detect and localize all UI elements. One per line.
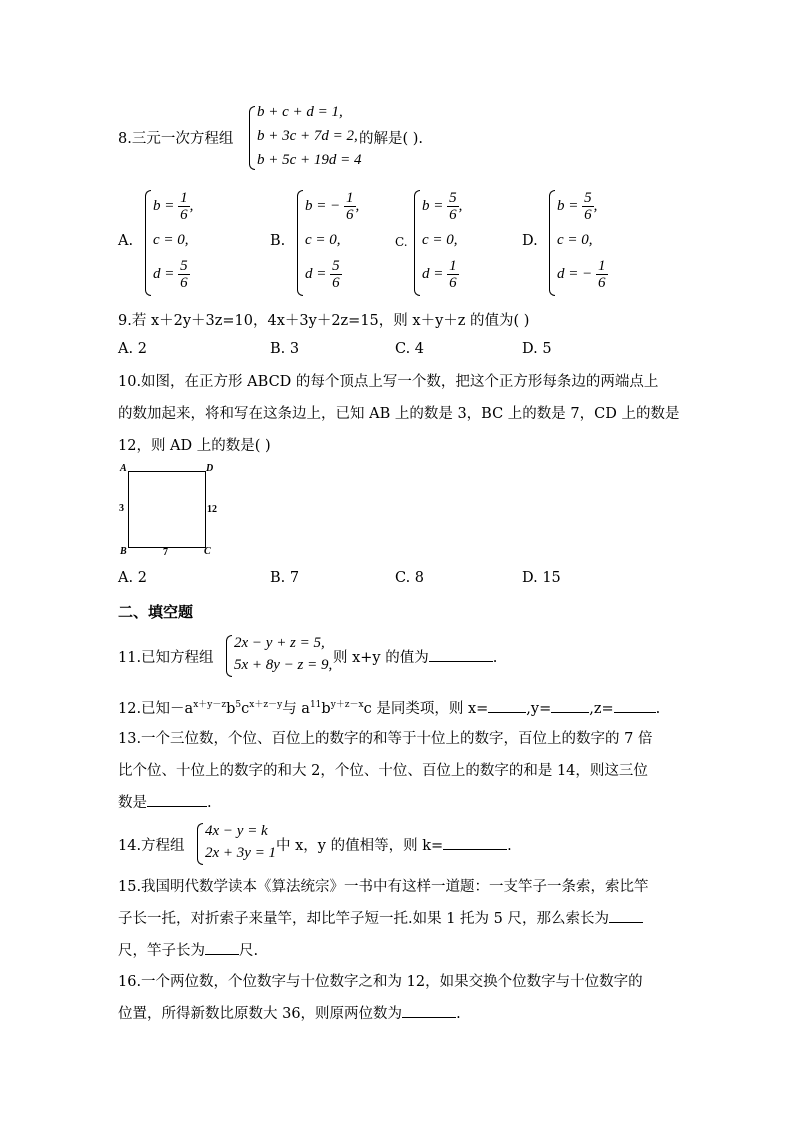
q11-prefix: 11.已知方程组: [118, 650, 214, 666]
q16-answer-blank[interactable]: [402, 1003, 456, 1018]
brace-icon: [145, 190, 151, 296]
c-value: c = 0,: [557, 232, 593, 248]
q11-suffix: 则 x+y 的值为: [333, 650, 429, 666]
square: [128, 471, 206, 548]
c-value: c = 0,: [422, 232, 458, 248]
q12-z-blank[interactable]: [614, 698, 656, 713]
q8-prefix: 8.三元一次方程组: [118, 131, 234, 147]
vertex-c: C: [204, 546, 211, 557]
d-lhs: d =: [153, 265, 175, 282]
q14-answer-blank[interactable]: [443, 835, 507, 850]
q14-suffix-line: [276, 834, 512, 855]
q12-sup: x＋y－z: [193, 700, 227, 710]
q15-line-2: [118, 907, 643, 928]
q11-system: [226, 633, 346, 679]
q8-option-b-system: b = − $\frac{1}{6}$ , c = 0, d = $\frac{5}{6}$: [297, 188, 387, 298]
option-label: C.: [395, 235, 408, 249]
q12-text: 与 a: [282, 701, 310, 717]
q14-suffix: 中 x，y 的值相等，则 k=: [276, 838, 444, 854]
c-value: c = 0,: [153, 232, 189, 248]
edge-ab-number: 3: [119, 503, 124, 514]
vertex-b: B: [120, 546, 127, 557]
b-den: 6: [449, 207, 457, 223]
option-label: D.: [522, 233, 538, 249]
d-lhs: d =: [305, 265, 327, 282]
d-den: 6: [332, 275, 340, 291]
q13-line-1: 13.一个三位数，个位、百位上的数字的和等于十位上的数字，百位上的数字的 7 倍: [118, 731, 653, 747]
q9-option-d[interactable]: D. 5: [522, 341, 552, 357]
brace-icon: [249, 106, 255, 170]
q8-eq-2: b + 3c + 7d = 2,: [257, 128, 358, 144]
section-heading: 二、填空题: [118, 603, 194, 621]
q12-sup: 11: [309, 700, 322, 710]
q16-line-2: [118, 1002, 461, 1023]
b-num: 1: [180, 190, 188, 206]
q14-prefix: 14.方程组: [118, 838, 185, 854]
b-num: 1: [346, 190, 354, 206]
d-den: 6: [449, 275, 457, 291]
q15-rope-blank[interactable]: [609, 908, 643, 923]
option-label: B.: [270, 233, 286, 249]
brace-icon: [414, 190, 420, 296]
b-lhs: b =: [557, 197, 579, 214]
q8-system: [249, 104, 369, 172]
q15-line-2-text: 子长一托，对折索子来量竿，却比竿子短一托.如果 1 托为 5 尺，那么索长为: [118, 911, 609, 927]
q11-eq-1: 2x − y + z = 5,: [234, 635, 325, 651]
q9-option-b[interactable]: B. 3: [270, 341, 300, 357]
q11-suffix-line: [333, 646, 497, 667]
q12-sup: y＋z－x: [330, 700, 364, 710]
q8-eq-1: b + c + d = 1,: [257, 104, 343, 120]
q12-text: c: [241, 701, 250, 717]
q9-option-c[interactable]: C. 4: [395, 341, 425, 357]
d-num: 5: [180, 258, 188, 274]
b-lhs: b =: [422, 197, 444, 214]
q12-text: ,z=: [589, 701, 614, 717]
brace-icon: [226, 635, 232, 677]
q10-line-2: 的数加起来，将和写在这条边上，已知 AB 上的数是 3，BC 上的数是 7，CD 上的数是: [118, 406, 680, 422]
d-lhs: d =: [422, 265, 444, 282]
brace-icon: [197, 823, 203, 865]
q8-option-d-system: b = $\frac{5}{6}$ , c = 0, d = − $\frac{1}{6}$: [549, 188, 649, 298]
q15-line-3-end: 尺.: [239, 943, 259, 959]
q12-y-blank[interactable]: [551, 698, 589, 713]
brace-icon: [297, 190, 303, 296]
q12-text: b: [321, 701, 331, 717]
q16-end: .: [456, 1006, 461, 1022]
q10-option-d[interactable]: D. 15: [522, 570, 561, 586]
q13-line-3: [118, 791, 212, 812]
q10-line-3: 12，则 AD 上的数是( ): [118, 438, 271, 454]
q12-text: ,y=: [526, 701, 552, 717]
q14-end: .: [507, 838, 512, 854]
q8-option-a-system: b = $\frac{1}{6}$ , c = 0, d = $\frac{5}{6}$: [145, 188, 235, 298]
b-lhs: b =: [153, 197, 175, 214]
q12-text: b: [226, 701, 236, 717]
vertex-a: A: [120, 463, 127, 474]
q12-x-blank[interactable]: [488, 698, 526, 713]
q15-line-3: [118, 939, 258, 960]
q11-answer-blank[interactable]: [429, 647, 493, 662]
edge-cd-number: 12: [207, 504, 217, 515]
q16-line-1: 16.一个两位数，个位数字与十位数字之和为 12，如果交换个位数字与十位数字的: [118, 974, 643, 990]
q10-option-b[interactable]: B. 7: [270, 570, 300, 586]
d-den: 6: [598, 275, 606, 291]
q14-eq-2: 2x + 3y = 1: [205, 845, 277, 861]
q13-end: .: [207, 795, 212, 811]
b-den: 6: [346, 207, 354, 223]
b-lhs: b = −: [305, 197, 341, 214]
q9-stem: 9.若 x＋2y＋3z=10，4x＋3y＋2z=15，则 x＋y＋z 的值为( ): [118, 313, 530, 329]
q8-eq-3: b + 5c + 19d = 4: [257, 152, 362, 168]
q15-line-3-text: 尺，竿子长为: [118, 943, 205, 959]
q16-last: 位置，所得新数比原数大 36，则原两位数为: [118, 1006, 403, 1022]
q13-answer-blank[interactable]: [147, 792, 207, 807]
b-num: 5: [584, 190, 592, 206]
q12-sup: 5: [235, 700, 242, 710]
c-value: c = 0,: [305, 232, 341, 248]
question-12: [118, 697, 660, 718]
q8-option-c-system: b = $\frac{5}{6}$ , c = 0, d = $\frac{1}{6}$: [414, 188, 504, 298]
q10-option-c[interactable]: C. 8: [395, 570, 425, 586]
q12-sup: x＋z－y: [249, 700, 283, 710]
d-lhs: d = −: [557, 265, 593, 282]
q8-suffix: 的解是( ).: [359, 131, 424, 147]
q10-option-a[interactable]: A. 2: [118, 570, 147, 586]
q13-last: 数是: [118, 795, 147, 811]
q10-line-1: 10.如图，在正方形 ABCD 的每个顶点上写一个数，把这个正方形每条边的两端点上: [118, 374, 659, 390]
brace-icon: [549, 190, 555, 296]
q9-option-a[interactable]: A. 2: [118, 341, 147, 357]
b-den: 6: [584, 207, 592, 223]
b-num: 5: [449, 190, 457, 206]
d-den: 6: [180, 275, 188, 291]
d-num: 1: [449, 258, 457, 274]
q12-text: 12.已知－a: [118, 701, 194, 717]
d-num: 5: [332, 258, 340, 274]
q15-line-1: 15.我国明代数学读本《算法统宗》一书中有这样一道题：一支竿子一条索，索比竿: [118, 879, 649, 895]
q14-eq-1: 4x − y = k: [205, 823, 268, 839]
q11-eq-2: 5x + 8y − z = 9,: [234, 657, 333, 673]
q11-end: .: [492, 650, 498, 666]
q13-line-2: 比个位、十位上的数字的和大 2，个位、十位、百位上的数字的和是 14，则这三位: [118, 763, 648, 779]
d-num: 1: [598, 258, 606, 274]
option-label: A.: [118, 233, 134, 249]
edge-bc-number: 7: [163, 547, 168, 558]
q15-pole-blank[interactable]: [205, 940, 239, 955]
q12-end: .: [655, 701, 661, 717]
b-den: 6: [180, 207, 188, 223]
q12-text: c 是同类项，则 x=: [363, 701, 489, 717]
vertex-d: D: [206, 463, 214, 474]
